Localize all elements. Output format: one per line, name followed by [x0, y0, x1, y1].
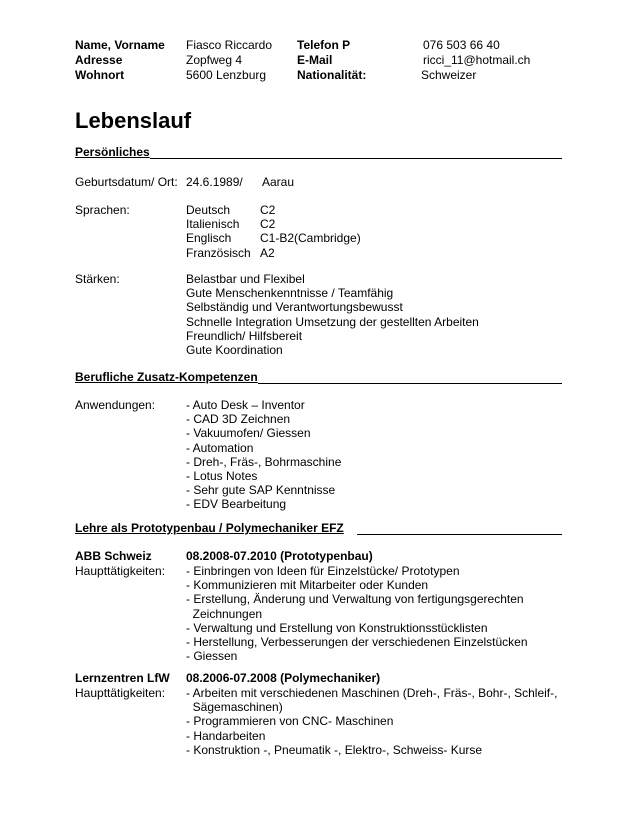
list-item: Freundlich/ Hilfsbereit — [186, 328, 303, 343]
list-item: - Vakuumofen/ Giessen — [186, 426, 311, 441]
language-name: Französisch — [186, 245, 251, 260]
list-item: - Lotus Notes — [186, 469, 258, 484]
list-item: - Dreh-, Fräs-, Bohrmaschine — [186, 454, 342, 469]
job-tasks-label: Haupttätigkeiten: — [75, 564, 166, 578]
list-item: - Handarbeiten — [186, 728, 266, 743]
section-rule-personal — [150, 158, 562, 159]
list-item: - Sehr gute SAP Kenntnisse — [186, 483, 336, 498]
job-tasks-label: Haupttätigkeiten: — [75, 686, 166, 700]
list-item: Sägemaschinen) — [186, 700, 283, 715]
nationality-value: Schweizer — [421, 68, 477, 82]
language-row — [186, 203, 361, 217]
list-item: - Verwaltung und Erstellung von Konstruktionsstücklisten — [186, 620, 488, 635]
birth-label: Geburtsdatum/ Ort: — [75, 175, 178, 189]
job-period: 08.2008-07.2010 (Prototypenbau) — [186, 549, 373, 563]
phone-value: 076 503 66 40 — [423, 38, 500, 52]
list-item: - Arbeiten mit verschiedenen Maschinen (Dreh-, Fräs-, Bohr-, Schleif-, — [186, 686, 558, 700]
languages-label: Sprachen: — [75, 203, 130, 217]
language-level: A2 — [260, 245, 275, 260]
phone-label: Telefon P — [297, 38, 351, 52]
list-item: - Programmieren von CNC- Maschinen — [186, 714, 394, 729]
language-name: Deutsch — [186, 203, 231, 217]
section-heading-apprenticeship: Lehre als Prototypenbau / Polymechaniker EFZ — [75, 521, 344, 535]
section-rule-competencies — [258, 383, 562, 384]
language-row — [186, 217, 361, 231]
applications-label: Anwendungen: — [75, 398, 156, 412]
section-heading-competencies: Berufliche Zusatz-Kompetenzen — [75, 370, 258, 384]
section-heading-personal: Persönliches — [75, 145, 150, 159]
job-tasks-list — [186, 686, 557, 757]
job-company: Lernzentren LfW — [75, 671, 170, 685]
job-company: ABB Schweiz — [75, 549, 152, 563]
list-item: - EDV Bearbeitung — [186, 497, 287, 512]
list-item: Gute Menschenkenntnisse / Teamfähig — [186, 286, 394, 301]
applications-list — [186, 398, 341, 512]
list-item: - Einbringen von Ideen für Einzelstücke/ Prototypen — [186, 564, 460, 578]
address-value: Zopfweg 4 — [186, 53, 243, 67]
list-item: - Giessen — [186, 649, 238, 664]
languages-list — [186, 203, 361, 260]
job-tasks-list — [186, 564, 528, 663]
language-row — [186, 231, 361, 245]
list-item: - Erstellung, Änderung und Verwaltung von fertigungsgerechten — [186, 592, 524, 607]
list-item: - Kommunizieren mit Mitarbeiter oder Kunden — [186, 578, 429, 593]
email-label: E-Mail — [297, 53, 333, 67]
email-value: ricci_11@hotmail.ch — [423, 53, 531, 67]
section-rule-apprenticeship — [357, 534, 562, 535]
list-item: - Automation — [186, 440, 254, 455]
strengths-label: Stärken: — [75, 272, 120, 286]
language-name: Italienisch — [186, 217, 240, 232]
list-item: Belastbar und Flexibel — [186, 272, 305, 286]
list-item: - Konstruktion -, Pneumatik -, Elektro-, Schweiss- Kurse — [186, 742, 483, 757]
language-row — [186, 246, 361, 260]
list-item: Gute Koordination — [186, 343, 283, 358]
name-value: Fiasco Riccardo — [186, 38, 273, 52]
name-label: Name, Vorname — [75, 38, 165, 52]
language-name: Englisch — [186, 231, 232, 246]
list-item: Zeichnungen — [186, 606, 263, 621]
birth-date: 24.6.1989/ — [186, 175, 243, 189]
list-item: Selbständig und Verantwortungsbewusst — [186, 300, 403, 315]
strengths-list — [186, 272, 479, 357]
birth-place: Aarau — [262, 175, 295, 189]
language-level: C2 — [260, 203, 276, 217]
residence-value: 5600 Lenzburg — [186, 68, 267, 82]
job-period: 08.2006-07.2008 (Polymechaniker) — [186, 671, 381, 685]
address-label: Adresse — [75, 53, 123, 67]
nationality-label: Nationalität: — [297, 68, 367, 82]
list-item: Schnelle Integration Umsetzung der gestellten Arbeiten — [186, 314, 479, 329]
list-item: - Herstellung, Verbesserungen der verschiedenen Einzelstücken — [186, 635, 528, 650]
residence-label: Wohnort — [75, 68, 125, 82]
language-level: C1-B2(Cambridge) — [260, 231, 361, 246]
list-item: - Auto Desk – Inventor — [186, 398, 305, 412]
list-item: - CAD 3D Zeichnen — [186, 412, 291, 427]
language-level: C2 — [260, 217, 276, 232]
page-title: Lebenslauf — [75, 108, 192, 133]
